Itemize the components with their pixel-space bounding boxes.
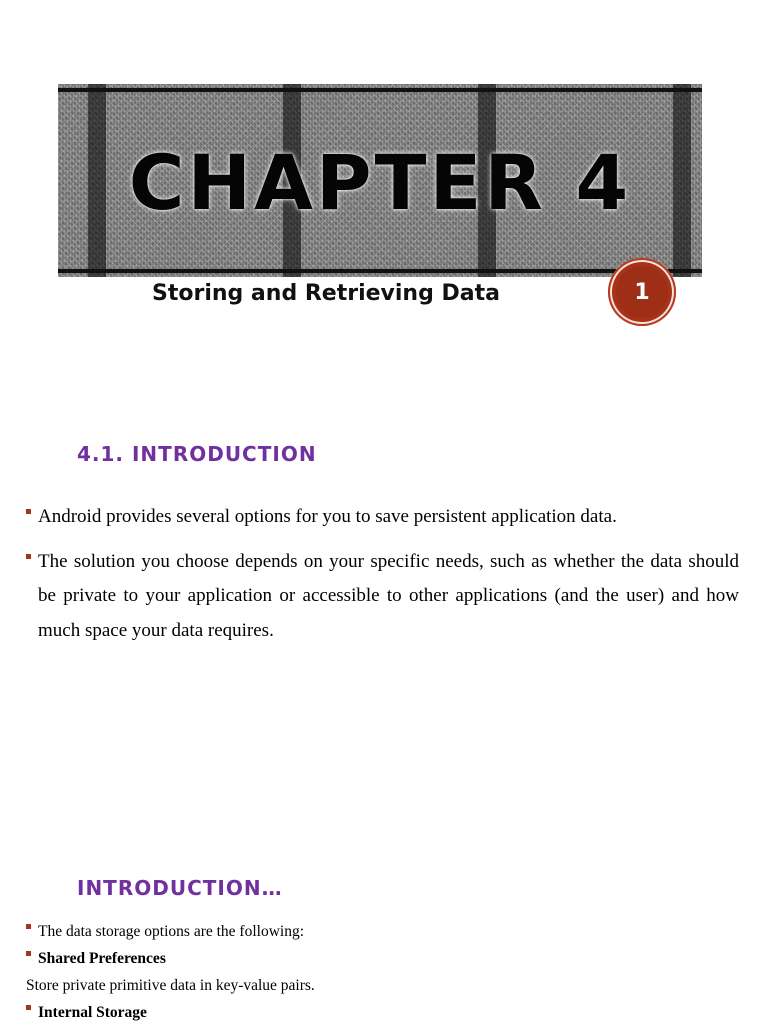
slide-2 <box>0 840 768 1024</box>
bullet-text: Internal Storage <box>38 1004 147 1021</box>
chapter-subtitle: Storing and Retrieving Data <box>152 281 500 306</box>
list-item <box>26 972 739 999</box>
page-number-badge <box>608 258 676 326</box>
bullet-text: Store private primitive data in key-value pairs. <box>26 977 315 994</box>
list-item <box>26 945 739 972</box>
bullet-list <box>26 500 739 658</box>
list-item <box>26 500 739 535</box>
list-item <box>26 918 739 945</box>
bullet-text: The solution you choose depends on your specific needs, such as whether the data should be private to your application or accessible to other applications (and the user) and how much space your data requires. <box>38 550 739 641</box>
bullet-text: Shared Preferences <box>38 950 166 967</box>
square-bullet-icon <box>26 509 31 514</box>
square-bullet-icon <box>26 951 31 956</box>
chapter-title: CHAPTER 4 <box>128 138 632 227</box>
list-item <box>26 999 739 1026</box>
page-number: 1 <box>634 279 650 305</box>
chapter-banner <box>58 84 702 277</box>
bullet-text: Android provides several options for you to save persistent application data. <box>38 506 617 527</box>
section-heading: 4.1. INTRODUCTION <box>77 442 317 466</box>
square-bullet-icon <box>26 554 31 559</box>
square-bullet-icon <box>26 924 31 929</box>
bullet-text: The data storage options are the following: <box>38 923 305 940</box>
section-heading: INTRODUCTION… <box>77 876 283 900</box>
bullet-list <box>26 918 739 1026</box>
list-item <box>26 545 739 649</box>
square-bullet-icon <box>26 1005 31 1010</box>
